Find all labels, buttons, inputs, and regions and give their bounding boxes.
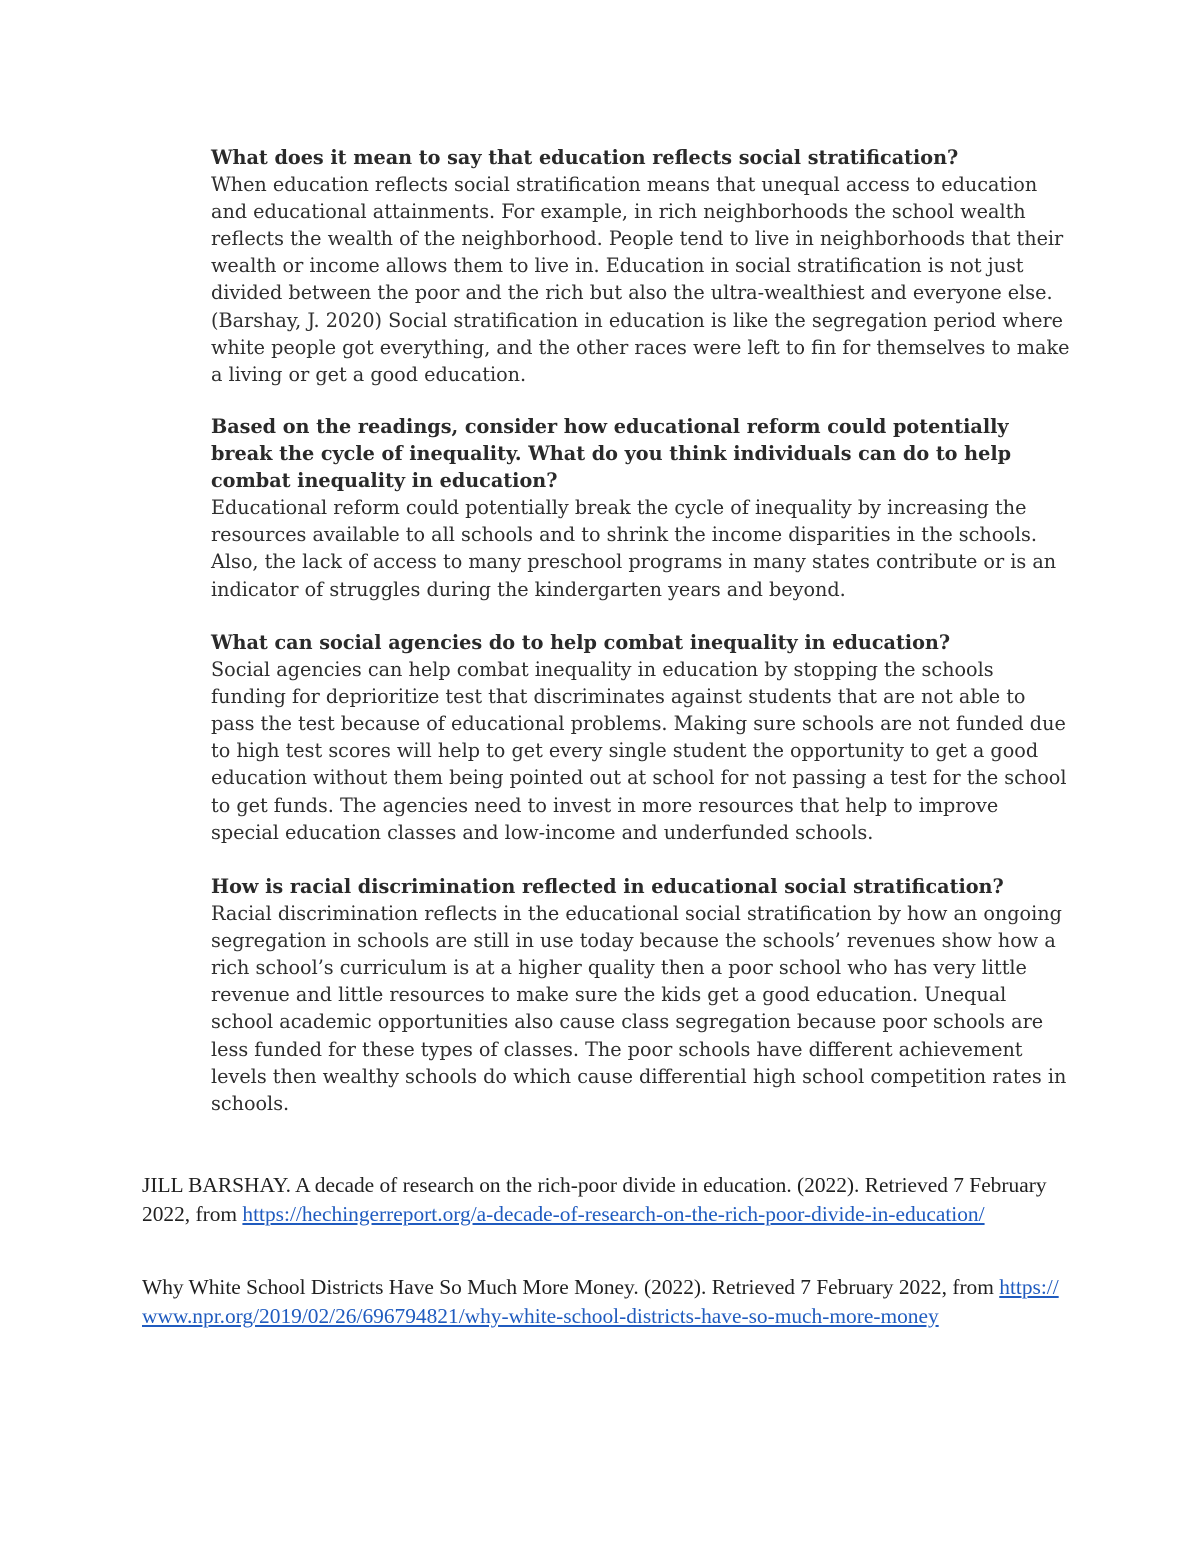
reference-text: Why White School Districts Have So Much More Money. (2022). Retrieved 7 February 2022, from <box>142 1275 1000 1299</box>
question-heading: What can social agencies do to help combat inequality in education? <box>211 631 951 654</box>
qa-section-racial-discrimination <box>211 873 1071 1117</box>
question-heading: Based on the readings, consider how educational reform could potentially break the cycle of inequality. What do you think individuals can do to help combat inequality in education? <box>211 415 1012 493</box>
reference-entry-barshay <box>142 1171 1062 1228</box>
reference-link-hechinger[interactable]: https://hechingerreport.org/a-decade-of-research-on-the-rich-poor-divide-in-education/ <box>242 1201 985 1226</box>
qa-section-educational-reform <box>211 413 1071 603</box>
reference-entry-npr <box>142 1273 1062 1330</box>
reference-text: JILL BARSHAY. A decade of research on the rich-poor divide in education. (2022). Retrieved 7 February 2022, from <box>142 1173 1047 1226</box>
answer-paragraph: Social agencies can help combat inequality in education by stopping the schools funding for deprioritize test that discriminates against students that are not able to pass the test because of educational problems. Making sure schools are not funded due to high test scores will help to get every single student the opportunity to get a good education without them being pointed out at school for not passing a test for the school to get funds. The agencies need to invest in more resources that help to improve special education classes and low-income and underfunded schools. <box>211 658 1067 844</box>
question-heading: What does it mean to say that education reflects social stratification? <box>211 146 959 169</box>
answer-paragraph: When education reflects social stratification means that unequal access to education and educational attainments. For example, in rich neighborhoods the school wealth reflects the wealth of the neighborhood. People tend to live in neighborhoods that their wealth or income allows them to live in. Education in social stratification is not just divided between the poor and the rich but also the ultra-wealthiest and everyone else. (Barshay, J. 2020) Social stratification in education is like the segregation period where white people got everything, and the other races were left to fin for themselves to make a living or get a good education. <box>211 173 1070 386</box>
qa-section-stratification <box>211 144 1071 388</box>
answer-paragraph: Racial discrimination reflects in the educational social stratification by how an ongoing segregation in schools are still in use today because the schools’ revenues show how a rich school’s curriculum is at a higher quality then a poor school who has very little revenue and little resources to make sure the kids get a good education. Unequal school academic opportunities also cause class segregation because poor schools are less funded for these types of classes. The poor schools have different achievement levels then wealthy schools do which cause differential high school competition rates in schools. <box>211 902 1067 1115</box>
reference-link-npr[interactable]: https://www.npr.org/2019/02/26/696794821/why-white-school-districts-have-so-much-more-money <box>142 1275 1059 1328</box>
answer-paragraph: Educational reform could potentially break the cycle of inequality by increasing the resources available to all schools and to shrink the income disparities in the schools. Also, the lack of access to many preschool programs in many states contribute or is an indicator of struggles during the kindergarten years and beyond. <box>211 496 1057 601</box>
qa-section-social-agencies <box>211 629 1071 846</box>
question-heading: How is racial discrimination reflected in educational social stratification? <box>211 875 1004 898</box>
